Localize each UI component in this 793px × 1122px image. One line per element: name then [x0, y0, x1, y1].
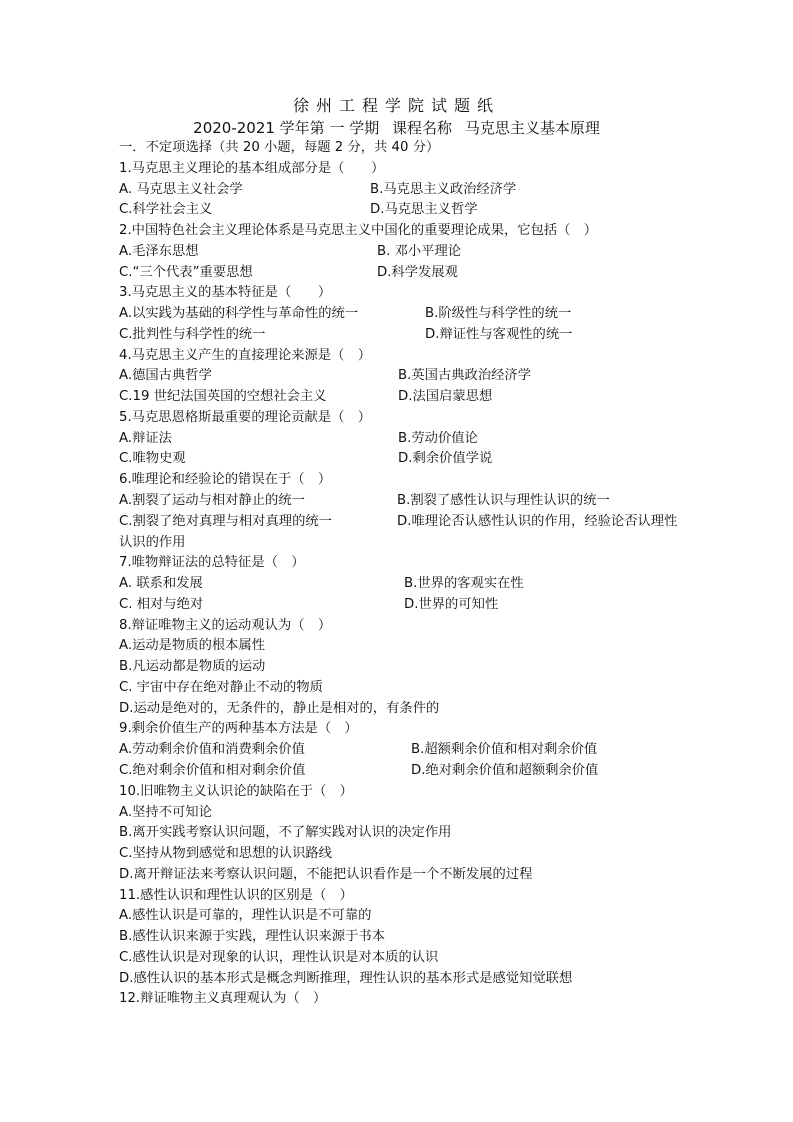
answer-option: A.坚持不可知论	[119, 804, 212, 820]
answer-option: B.劳动价值论	[398, 430, 478, 446]
answer-option: A.运动是物质的根本属性	[119, 638, 266, 654]
answer-option: B.马克思主义政治经济学	[370, 181, 517, 197]
option-row	[119, 948, 681, 969]
option-row	[119, 304, 681, 325]
answer-option: D.辩证性与客观性的统一	[425, 326, 573, 342]
option-row	[119, 969, 681, 990]
question-stem: 3.马克思主义的基本特征是（ ）	[119, 285, 332, 301]
answer-option: C. 宇宙中存在绝对静止不动的物质	[119, 679, 323, 695]
answer-option: C.19 世纪法国英国的空想社会主义	[119, 389, 327, 405]
answer-option: D.绝对剩余价值和超额剩余价值	[411, 762, 599, 778]
answer-option: A.感性认识是可靠的，理性认识是不可靠的	[119, 908, 372, 924]
answer-option: A.劳动剩余价值和消费剩余价值	[119, 742, 305, 758]
answer-option: C.科学社会主义	[119, 202, 213, 218]
question-stem: 10.旧唯物主义认识论的缺陷在于（ ）	[119, 783, 353, 799]
option-row	[119, 803, 681, 824]
answer-option: A.以实践为基础的科学性与革命性的统一	[119, 306, 359, 322]
option-row	[119, 491, 681, 512]
question-stem: 2.中国特色社会主义理论体系是马克思主义中国化的重要理论成果，它包括（ ）	[119, 223, 598, 239]
question-stem: 12.辩证唯物主义真理观认为（ ）	[119, 991, 327, 1007]
question-stem: 8.辩证唯物主义的运动观认为（ ）	[119, 617, 332, 633]
option-row	[119, 636, 681, 657]
question-stem: 5.马克思恩格斯最重要的理论贡献是（ ）	[119, 409, 372, 425]
option-row	[119, 678, 681, 699]
course-name: 马克思主义基本原理	[464, 119, 600, 137]
option-row	[119, 865, 681, 886]
academic-term: 2020-2021 学年第 一 学期	[193, 119, 380, 137]
answer-option: D.世界的可知性	[404, 596, 499, 612]
answer-option: B.超额剩余价值和相对剩余价值	[411, 742, 598, 758]
answer-option: B.凡运动都是物质的运动	[119, 659, 266, 675]
option-row	[119, 574, 681, 595]
answer-option: D.科学发展观	[377, 264, 458, 280]
option-row	[119, 595, 681, 616]
answer-option: D.离开辩证法来考察认识问题，不能把认识看作是一个不断发展的过程	[119, 866, 533, 882]
option-row	[119, 761, 681, 782]
option-row	[119, 242, 681, 263]
option-row	[119, 823, 681, 844]
exam-subtitle	[0, 117, 793, 139]
option-row	[119, 429, 681, 450]
option-row	[119, 180, 681, 201]
answer-option: C.绝对剩余价值和相对剩余价值	[119, 762, 306, 778]
answer-option: D.剩余价值学说	[398, 451, 493, 467]
option-row	[119, 512, 681, 554]
answer-option: B.割裂了感性认识与理性认识的统一	[397, 493, 610, 509]
answer-option: C.“三个代表”重要思想	[119, 264, 253, 280]
answer-option: C.坚持从物到感觉和思想的认识路线	[119, 846, 332, 862]
question-stem: 1.马克思主义理论的基本组成部分是（ ）	[119, 160, 385, 176]
option-row	[119, 699, 681, 720]
answer-option: C. 相对与绝对	[119, 596, 204, 612]
question-stem: 6.唯理论和经验论的错误在于（ ）	[119, 472, 332, 488]
option-row	[119, 200, 681, 221]
question-list	[119, 138, 681, 1010]
option-row	[119, 263, 681, 284]
answer-option: D.运动是绝对的，无条件的，静止是相对的，有条件的	[119, 700, 440, 716]
answer-option: A. 联系和发展	[119, 576, 203, 592]
answer-option: C.唯物史观	[119, 451, 186, 467]
answer-option: A.德国古典哲学	[119, 368, 212, 384]
question-stem: 7.唯物辩证法的总特征是（ ）	[119, 555, 305, 571]
question-stem: 4.马克思主义产生的直接理论来源是（ ）	[119, 347, 372, 363]
option-row	[119, 657, 681, 678]
page-title: 徐州工程学院试题纸	[292, 96, 500, 115]
option-row	[119, 325, 681, 346]
answer-option: B. 邓小平理论	[377, 243, 462, 259]
option-row	[119, 449, 681, 470]
answer-option: A.毛泽东思想	[119, 243, 199, 259]
answer-option: A.辩证法	[119, 430, 172, 446]
answer-option: C.批判性与科学性的统一	[119, 326, 266, 342]
section-heading: 一．不定项选择（共 20 小题，每题 2 分，共 40 分）	[119, 140, 440, 155]
course-label: 课程名称	[392, 119, 453, 137]
answer-option: B.世界的客观实在性	[404, 576, 524, 592]
answer-option: A.割裂了运动与相对静止的统一	[119, 493, 305, 509]
option-row	[119, 927, 681, 948]
option-row	[119, 740, 681, 761]
answer-option: A. 马克思主义社会学	[119, 181, 243, 197]
answer-option: B.英国古典政治经济学	[398, 368, 532, 384]
option-row	[119, 387, 681, 408]
answer-option: D.马克思主义哲学	[370, 202, 478, 218]
answer-option: C.感性认识是对现象的认识，理性认识是对本质的认识	[119, 949, 439, 965]
answer-option: D.感性认识的基本形式是概念判断推理，理性认识的基本形式是感觉知觉联想	[119, 970, 573, 986]
answer-option: B.感性认识来源于实践，理性认识来源于书本	[119, 929, 385, 945]
answer-option: C.割裂了绝对真理与相对真理的统一	[119, 513, 332, 529]
question-stem: 9.剩余价值生产的两种基本方法是（ ）	[119, 721, 358, 737]
option-row	[119, 906, 681, 927]
answer-option: D.唯理论否认感性认识的作用，经验论否认理性认识的作用	[119, 513, 678, 550]
option-row	[119, 366, 681, 387]
question-stem: 11.感性认识和理性认识的区别是（ ）	[119, 887, 353, 903]
option-row	[119, 844, 681, 865]
answer-option: B.离开实践考察认识问题，不了解实践对认识的决定作用	[119, 825, 452, 841]
answer-option: B.阶级性与科学性的统一	[425, 306, 572, 322]
answer-option: D.法国启蒙思想	[398, 389, 493, 405]
